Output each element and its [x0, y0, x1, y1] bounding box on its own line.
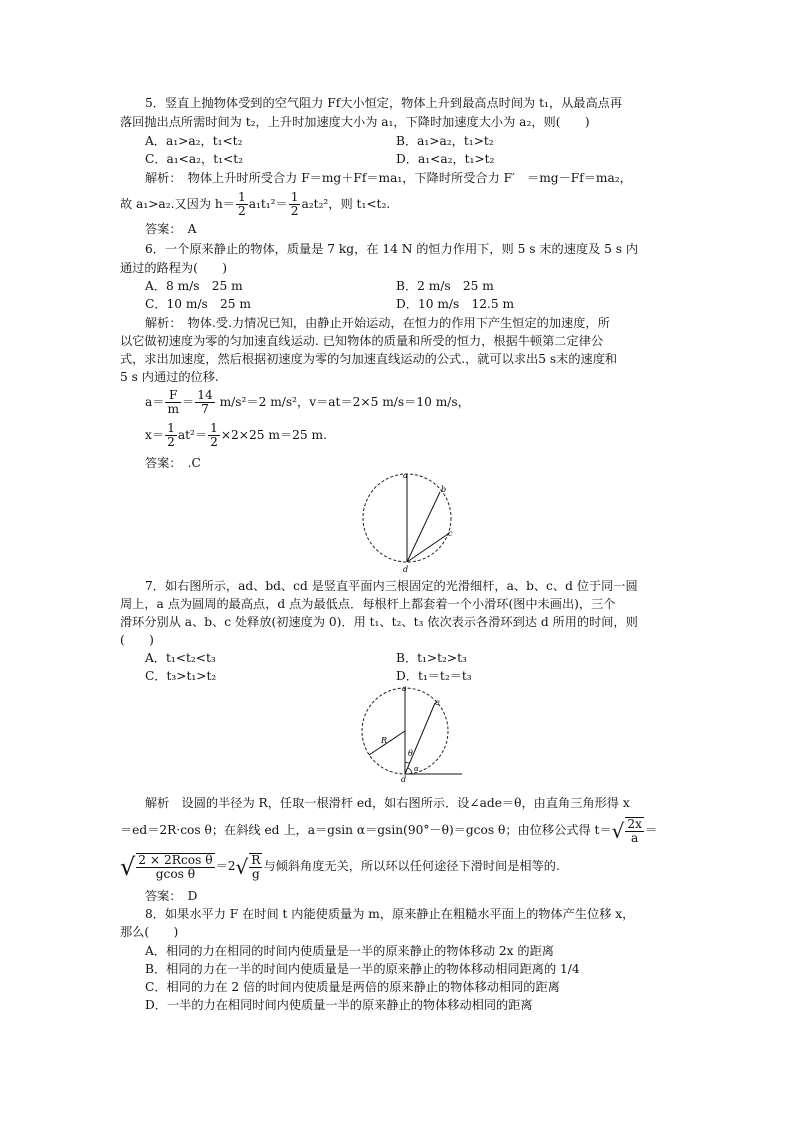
q5-sol2-pre: 故 a₁>a₂.又因为 h＝ — [120, 197, 235, 211]
q8-stem-line1: 8．如果水平力 F 在时间 t 内能使质量为 m，原来静止在粗糙水平面上的物体产生位移 x， — [145, 907, 635, 921]
q5-solution-line1: 解析： 物体上升时所受合力 F＝mg＋Ff＝ma₁，下降时所受合力 F′ ＝mg－Ff＝ma₂， — [145, 171, 632, 185]
fraction-den: 2 — [290, 204, 299, 218]
q5-option-d: D．a₁<a₂，t₁>t₂ — [396, 152, 495, 166]
angle-theta-arc — [405, 762, 410, 763]
q8-option-d: D．一半的力在相同时间内使质量一半的原来静止的物体移动相同的距离 — [145, 998, 533, 1012]
q6-stem-line2: 通过的路程为( ) — [120, 261, 228, 275]
q6-f2-pre: x＝ — [145, 428, 165, 442]
q5-sol2-mid2: a₂t₂²，则 t₁<t₂. — [301, 197, 391, 211]
fraction-num: 2 × 2Rcos θ — [138, 852, 213, 867]
fraction-num: 14 — [197, 388, 213, 402]
fraction-den: 2 — [210, 435, 218, 449]
fraction-den: 2 — [237, 204, 246, 218]
q5-stem-line1: 5．竖直上抛物体受到的空气阻力 Ff大小恒定，物体上升到最高点时间为 t₁，从最高点再 — [145, 96, 623, 110]
q6-f2-post: ×2×25 m＝25 m. — [220, 428, 327, 442]
label-d: d — [401, 775, 407, 783]
fraction-num: 2x — [627, 816, 642, 831]
fraction-half — [236, 191, 248, 218]
q8-option-c: C．相同的力在 2 倍的时间内使质量是两倍的原来静止的物体移动相同的距离 — [145, 980, 560, 994]
q5-solution-line2 — [120, 190, 390, 218]
q7-stem-line1: 7．如右图所示，ad、bd、cd 是竖直平面内三根固定的光滑细杆，a、b、c、d 位于同一圆 — [145, 579, 638, 593]
q7-option-d: D．t₁＝t₂＝t₃ — [396, 669, 472, 683]
q5-option-a: A．a₁>a₂，t₁<t₂ — [145, 134, 243, 148]
fraction-num: R — [251, 852, 261, 867]
fraction-num: 1 — [167, 421, 175, 435]
q5-option-b: B．a₁>a₂，t₁>t₂ — [396, 134, 494, 148]
label-c: c — [448, 529, 453, 538]
fraction-half — [289, 191, 301, 218]
fraction-den: m — [167, 402, 180, 416]
q7-option-b: B．t₁>t₂>t₃ — [396, 651, 467, 665]
fraction-num: F — [169, 388, 178, 402]
fraction-den: gcos θ — [136, 867, 214, 881]
q5-stem-line2: 落回抛出点所需时间为 t₂，上升时加速度大小为 a₁，下降时加速度大小为 a₂，则( ) — [120, 115, 590, 129]
chord-bd — [407, 492, 440, 562]
q6-answer: 答案： .C — [145, 456, 201, 470]
q6-solution-line3: 式，求出加速度，然后根据初速度为零的匀加速直线运动的公式.，就可以求出5 s末的速度和 — [120, 352, 618, 366]
q6-option-c: C．10 m/s 25 m — [145, 297, 251, 311]
q6-solution-line4: 5 s 内通过的位移. — [120, 370, 219, 384]
q7-stem-line3: 滑环分别从 a、b、c 处释放(初速度为 0)．用 t₁、t₂、t₃ 依次表示各滑环到达 d 所用的时间，则 — [120, 615, 638, 629]
q6-solution-line1: 解析： 物体.受.力情况已知，由静止开始运动，在恒力的作用下产生恒定的加速度，所 — [145, 316, 610, 330]
q6-f1-pre: a＝ — [145, 395, 165, 409]
fraction-den: 2 — [167, 435, 175, 449]
q7-sol3-post: 与倾斜角度无关，所以环以任何途径下滑时间是相等的. — [263, 859, 560, 873]
fraction-num: 1 — [290, 190, 299, 204]
label-r: R — [381, 736, 388, 745]
q7-sol3-mid: ＝2 — [215, 859, 236, 873]
label-d: d — [403, 565, 409, 574]
q7-circle-figure — [360, 470, 460, 575]
q5-option-c: C．a₁<a₂，t₁<t₂ — [145, 152, 243, 166]
sqrt-fraction-main — [136, 853, 214, 881]
fraction-num: 1 — [210, 421, 218, 435]
q7-geometry-figure — [355, 683, 465, 783]
q7-solution-line3 — [120, 847, 560, 885]
sqrt-sign: √ — [611, 818, 625, 843]
fraction-den: 7 — [195, 402, 215, 416]
q8-stem-line2: 那么( ) — [120, 925, 179, 939]
sqrt-fraction-r-over-g — [249, 853, 262, 881]
sqrt-fraction-2x-over-a — [625, 817, 644, 845]
label-theta: θ — [408, 749, 413, 758]
fraction-den: a — [625, 831, 644, 845]
q7-sol2-eq: ＝ — [644, 823, 658, 837]
label-alpha: α — [414, 765, 419, 773]
fraction-f-over-m — [165, 389, 181, 416]
fraction-14-over-7 — [195, 389, 215, 416]
q7-option-a: A．t₁<t₂<t₃ — [145, 651, 216, 665]
sqrt-sign: √ — [235, 854, 249, 879]
q5-sol2-mid1: a₁t₁²＝ — [248, 197, 288, 211]
q7-stem-line4: ( ) — [120, 633, 154, 647]
q6-solution-line2: 以它做初速度为零的匀加速直线运动. 已知物体的质量和所受的恒力，根据牛顿第二定律公 — [120, 334, 604, 348]
q8-option-b: B．相同的力在一半的时间内使质量是一半的原来静止的物体移动相同距离的 1/4 — [145, 962, 580, 976]
q6-f2-mid: at²＝ — [177, 428, 208, 442]
q6-formula-line2 — [145, 420, 327, 450]
q7-option-c: C．t₃>t₁>t₂ — [145, 669, 217, 683]
label-b: b — [441, 485, 447, 494]
q6-option-a: A．8 m/s 25 m — [145, 279, 243, 293]
q7-answer: 答案： D — [145, 889, 198, 903]
q7-sol2-text: ＝ed＝2R·cos θ；在斜线 ed 上，a＝gsin α＝gsin(90°－θ)＝gcos θ；由位移公式得 t＝ — [120, 823, 612, 837]
fraction-den: g — [249, 867, 262, 881]
fraction-num: 1 — [237, 190, 246, 204]
q6-formula-line1 — [145, 387, 470, 417]
label-e: e — [435, 698, 440, 707]
q7-solution-line2 — [120, 813, 657, 847]
label-a: a — [402, 684, 407, 693]
q7-stem-line2: 周上，a 点为圆周的最高点，d 点为最低点．每根杆上都套着一个小滑环(图中未画出)，三个 — [120, 597, 616, 611]
q6-option-d: D．10 m/s 12.5 m — [396, 297, 515, 311]
q6-f1-eq: ＝ — [182, 395, 195, 409]
q8-option-a: A．相同的力在相同的时间内使质量是一半的原来静止的物体移动 2x 的距离 — [145, 944, 554, 958]
fraction-half — [208, 422, 220, 449]
q7-solution-line1: 解析 设圆的半径为 R，任取一根滑杆 ed，如右图所示．设∠ade＝θ，由直角三角形得 x — [145, 796, 630, 810]
label-a: a — [403, 471, 408, 480]
q6-option-b: B．2 m/s 25 m — [396, 279, 494, 293]
q6-f1-post: m/s²＝2 m/s²，v＝at＝2×5 m/s＝10 m/s， — [215, 395, 470, 409]
sqrt-sign: √ — [120, 852, 136, 881]
fraction-half — [165, 422, 177, 449]
q5-answer: 答案： A — [145, 222, 197, 236]
q6-stem-line1: 6．一个原来静止的物体，质量是 7 kg，在 14 N 的恒力作用下，则 5 s 末的速度及 5 s 内 — [145, 242, 639, 256]
